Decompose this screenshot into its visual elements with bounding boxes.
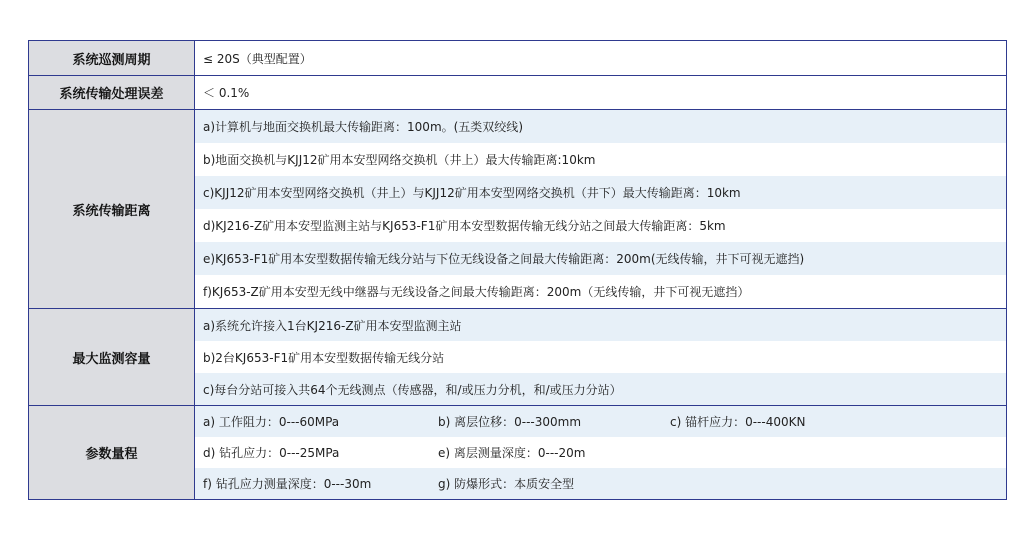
- row-value-capacity: [195, 309, 1007, 406]
- param-item: a) 工作阻力：0---60MPa: [203, 415, 340, 429]
- table-row: [29, 76, 1007, 110]
- param-item: e) 离层测量深度：0---20m: [438, 446, 586, 460]
- row-label-distance: 系统传输距离: [29, 110, 195, 309]
- param-item: f) 钻孔应力测量深度：0---30m: [203, 477, 372, 491]
- list-item: e)KJ653-F1矿用本安型数据传输无线分站与下位无线设备之间最大传输距离：200m(无线传输，井下可视无遮挡): [195, 242, 1006, 275]
- param-line: [195, 406, 1006, 437]
- param-line: [195, 468, 1006, 499]
- param-item: c) 锚杆应力：0---400KN: [670, 415, 806, 429]
- row-label-error: 系统传输处理误差: [29, 76, 195, 110]
- param-line: [195, 437, 1006, 468]
- list-item: a)计算机与地面交换机最大传输距离：100m。(五类双绞线): [195, 110, 1006, 143]
- list-item: d)KJ216-Z矿用本安型监测主站与KJ653-F1矿用本安型数据传输无线分站之间最大传输距离：5km: [203, 219, 726, 233]
- list-item: b)地面交换机与KJJ12矿用本安型网络交换机（井上）最大传输距离:10km: [203, 153, 596, 167]
- list-item: c)每台分站可接入共64个无线测点（传感器，和/或压力分机，和/或压力分站）: [195, 373, 1006, 405]
- param-item: d) 钻孔应力：0---25MPa: [203, 446, 340, 460]
- param-item: b) 离层位移：0---300mm: [438, 415, 582, 429]
- row-value-distance: [195, 110, 1007, 309]
- table-row: [29, 110, 1007, 309]
- row-label-capacity: 最大监测容量: [29, 309, 195, 406]
- row-value-error: ＜ 0.1%: [195, 76, 1007, 110]
- row-value-cycle: ≤ 20S（典型配置）: [195, 41, 1007, 76]
- row-value-params: [195, 406, 1007, 500]
- row-label-cycle: 系统巡测周期: [29, 41, 195, 76]
- table-row: [29, 41, 1007, 76]
- list-item: c)KJJ12矿用本安型网络交换机（井上）与KJJ12矿用本安型网络交换机（井下）最大传输距离：10km: [195, 176, 1006, 209]
- list-item: a)系统允许接入1台KJ216-Z矿用本安型监测主站: [195, 309, 1006, 341]
- row-label-params: 参数量程: [29, 406, 195, 500]
- table-row: [29, 309, 1007, 406]
- table-row: [29, 406, 1007, 500]
- param-item: g) 防爆形式：本质安全型: [438, 477, 575, 491]
- list-item: b)2台KJ653-F1矿用本安型数据传输无线分站: [203, 350, 445, 365]
- list-item: f)KJ653-Z矿用本安型无线中继器与无线设备之间最大传输距离：200m（无线传输，井下可视无遮挡）: [203, 285, 750, 299]
- spec-table: [28, 40, 1007, 500]
